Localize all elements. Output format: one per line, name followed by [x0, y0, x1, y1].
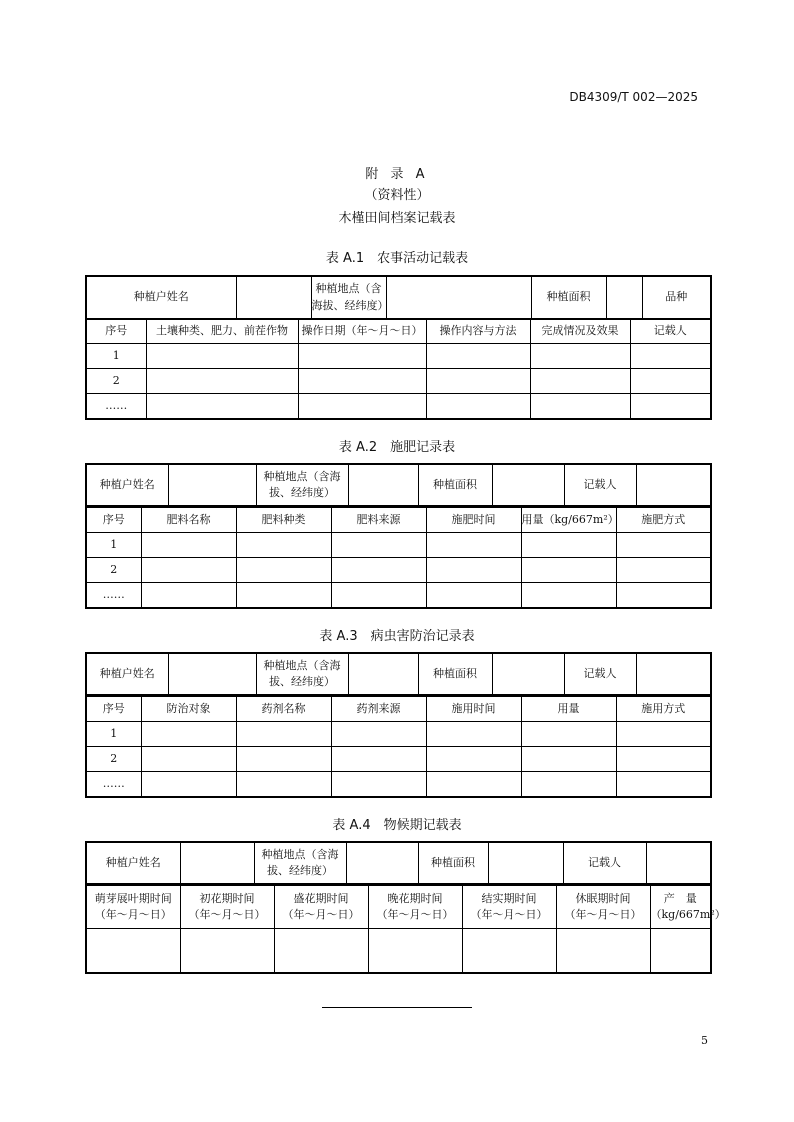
- variety-label: 品种: [665, 290, 688, 304]
- header-full-flowering-time: [274, 886, 368, 929]
- fruiting-unit: （年～月～日）: [470, 908, 548, 921]
- header-fertilizer-source: 肥料来源: [331, 508, 426, 533]
- dormancy-name: 休眠期时间: [575, 891, 631, 905]
- grower-name-value[interactable]: [236, 276, 311, 319]
- header-fertilization-time: 施肥时间: [426, 508, 521, 533]
- area-value[interactable]: [492, 464, 564, 506]
- appendix-nature: （资料性）: [364, 188, 430, 203]
- grower-name-label: 种植户姓名: [86, 464, 168, 506]
- table-cell[interactable]: [462, 929, 556, 973]
- row-seq: ……: [86, 394, 146, 419]
- table-cell[interactable]: [146, 344, 298, 369]
- table-cell[interactable]: [141, 533, 236, 558]
- table-a1-body: [85, 318, 712, 420]
- area-label: 种植面积: [418, 653, 492, 695]
- location-label: 种植地点（含海拔、经纬度）: [254, 842, 346, 884]
- row-seq: 1: [86, 344, 146, 369]
- location-value[interactable]: [346, 842, 418, 884]
- grower-name-value[interactable]: [180, 842, 254, 884]
- appendix-subject: 木槿田间档案记载表: [338, 211, 456, 226]
- table-cell[interactable]: [426, 583, 521, 608]
- table-cell[interactable]: [630, 394, 711, 419]
- grower-name-label: 种植户姓名: [86, 842, 180, 884]
- row-seq: ……: [86, 772, 141, 797]
- header-fertilizer-name: 肥料名称: [141, 508, 236, 533]
- header-seq: 序号: [86, 508, 141, 533]
- table-cell[interactable]: [331, 533, 426, 558]
- grower-name-value[interactable]: [168, 464, 256, 506]
- table-cell[interactable]: [426, 747, 521, 772]
- area-variety-group: [606, 276, 711, 319]
- table-a2-body: [85, 507, 712, 609]
- header-early-flowering-time: [180, 886, 274, 929]
- header-agent-source: 药剂来源: [331, 697, 426, 722]
- table-cell[interactable]: [650, 929, 711, 973]
- table-cell[interactable]: [521, 558, 616, 583]
- table-cell[interactable]: [331, 747, 426, 772]
- row-seq: 1: [86, 533, 141, 558]
- row-seq: 1: [86, 722, 141, 747]
- table-cell[interactable]: [141, 583, 236, 608]
- table-cell[interactable]: [426, 394, 530, 419]
- table-a1-farming-activities: [85, 275, 712, 320]
- table-cell[interactable]: [426, 558, 521, 583]
- recorder-label: 记载人: [564, 653, 636, 695]
- early-flowering-unit: （年～月～日）: [188, 908, 266, 921]
- table-cell[interactable]: [236, 747, 331, 772]
- header-application-time: 施用时间: [426, 697, 521, 722]
- header-dormancy-time: [556, 886, 650, 929]
- table-cell[interactable]: [530, 394, 630, 419]
- header-recorder: 记载人: [630, 319, 711, 344]
- header-application-method: 施用方式: [616, 697, 711, 722]
- fruiting-name: 结实期时间: [481, 891, 537, 905]
- table-cell[interactable]: [556, 929, 650, 973]
- table-cell[interactable]: [616, 533, 711, 558]
- header-completion: 完成情况及效果: [530, 319, 630, 344]
- table-cell[interactable]: [146, 369, 298, 394]
- row-seq: 2: [86, 558, 141, 583]
- table-a2-caption: 表 A.2 施肥记录表: [338, 440, 456, 455]
- table-cell[interactable]: [141, 558, 236, 583]
- header-operation-date: 操作日期（年～月～日）: [298, 319, 426, 344]
- table-a2-fertilization: [85, 463, 712, 507]
- table-cell[interactable]: [616, 583, 711, 608]
- table-cell[interactable]: [236, 772, 331, 797]
- table-a3-pest-control: [85, 652, 712, 696]
- area-value[interactable]: [488, 842, 563, 884]
- table-cell[interactable]: [141, 772, 236, 797]
- location-label: 种植地点（含海拔、经纬度）: [256, 653, 348, 695]
- table-a4-body: [85, 885, 726, 974]
- standard-code: DB4309/T 002—2025: [569, 90, 698, 104]
- row-seq: 2: [86, 747, 141, 772]
- location-value[interactable]: [348, 653, 418, 695]
- grower-name-label: 种植户姓名: [86, 276, 236, 319]
- table-cell[interactable]: [521, 533, 616, 558]
- table-cell[interactable]: [146, 394, 298, 419]
- location-value[interactable]: [348, 464, 418, 506]
- table-cell[interactable]: [236, 533, 331, 558]
- table-cell[interactable]: [426, 344, 530, 369]
- table-cell[interactable]: [521, 583, 616, 608]
- grower-name-value[interactable]: [168, 653, 256, 695]
- table-cell[interactable]: [141, 747, 236, 772]
- table-cell[interactable]: [180, 929, 274, 973]
- header-fruiting-time: [462, 886, 556, 929]
- yield-unit: （kg/667m²）: [650, 908, 726, 921]
- table-a4-caption: 表 A.4 物候期记载表: [332, 818, 462, 833]
- header-fertilizer-type: 肥料种类: [236, 508, 331, 533]
- table-cell[interactable]: [616, 747, 711, 772]
- table-cell[interactable]: [274, 929, 368, 973]
- table-a3-body: [85, 696, 712, 798]
- late-flowering-unit: （年～月～日）: [376, 908, 454, 921]
- area-label: 种植面积: [418, 464, 492, 506]
- table-cell[interactable]: [521, 747, 616, 772]
- table-a1-caption: 表 A.1 农事活动记载表: [325, 251, 469, 266]
- area-value[interactable]: [492, 653, 564, 695]
- recorder-value[interactable]: [636, 653, 711, 695]
- table-cell[interactable]: [426, 772, 521, 797]
- table-cell[interactable]: [331, 772, 426, 797]
- table-cell[interactable]: [521, 722, 616, 747]
- table-cell[interactable]: [298, 394, 426, 419]
- table-cell[interactable]: [331, 722, 426, 747]
- table-cell[interactable]: [426, 369, 530, 394]
- header-dosage: 用量（kg/667m²）: [521, 508, 616, 533]
- header-budding-time: [86, 886, 180, 929]
- header-soil: 土壤种类、肥力、前茬作物: [146, 319, 298, 344]
- page-number: 5: [701, 1034, 708, 1047]
- header-agent-name: 药剂名称: [236, 697, 331, 722]
- table-cell[interactable]: [236, 583, 331, 608]
- table-cell[interactable]: [331, 583, 426, 608]
- row-seq: 2: [86, 369, 146, 394]
- header-yield: [650, 886, 726, 929]
- header-control-target: 防治对象: [141, 697, 236, 722]
- early-flowering-name: 初花期时间: [199, 891, 255, 905]
- header-operation-content: 操作内容与方法: [426, 319, 530, 344]
- location-label: 种植地点（含海拔、经纬度）: [311, 276, 386, 319]
- table-cell[interactable]: [298, 369, 426, 394]
- location-value[interactable]: [386, 276, 531, 319]
- table-a4-phenology: [85, 841, 712, 885]
- table-cell[interactable]: [530, 369, 630, 394]
- header-fertilization-method: 施肥方式: [616, 508, 711, 533]
- area-label: 种植面积: [531, 276, 606, 319]
- table-cell[interactable]: [236, 722, 331, 747]
- table-cell[interactable]: [368, 929, 462, 973]
- table-cell[interactable]: [630, 344, 711, 369]
- full-flowering-name: 盛花期时间: [293, 891, 349, 905]
- area-value[interactable]: [607, 277, 643, 318]
- late-flowering-name: 晚花期时间: [387, 891, 443, 905]
- budding-name: 萌芽展叶期时间: [94, 891, 172, 905]
- full-flowering-unit: （年～月～日）: [282, 908, 360, 921]
- table-cell[interactable]: [141, 722, 236, 747]
- area-label: 种植面积: [418, 842, 488, 884]
- recorder-value[interactable]: [646, 842, 711, 884]
- table-cell[interactable]: [236, 558, 331, 583]
- table-cell[interactable]: [616, 722, 711, 747]
- table-cell[interactable]: [530, 344, 630, 369]
- table-cell[interactable]: [521, 772, 616, 797]
- table-cell[interactable]: [426, 722, 521, 747]
- yield-name: 产 量: [663, 891, 697, 905]
- recorder-label: 记载人: [564, 464, 636, 506]
- table-cell[interactable]: [616, 772, 711, 797]
- recorder-label: 记载人: [563, 842, 646, 884]
- header-late-flowering-time: [368, 886, 462, 929]
- end-divider-line: [322, 1007, 472, 1008]
- table-a3-caption: 表 A.3 病虫害防治记录表: [319, 629, 475, 644]
- dormancy-unit: （年～月～日）: [564, 908, 642, 921]
- header-seq: 序号: [86, 319, 146, 344]
- recorder-value[interactable]: [636, 464, 711, 506]
- table-cell[interactable]: [426, 533, 521, 558]
- budding-unit: （年～月～日）: [94, 908, 172, 921]
- header-seq: 序号: [86, 697, 141, 722]
- table-cell[interactable]: [298, 344, 426, 369]
- table-cell[interactable]: [630, 369, 711, 394]
- table-cell[interactable]: [616, 558, 711, 583]
- table-cell[interactable]: [86, 929, 180, 973]
- grower-name-label: 种植户姓名: [86, 653, 168, 695]
- location-label: 种植地点（含海拔、经纬度）: [256, 464, 348, 506]
- row-seq: ……: [86, 583, 141, 608]
- table-cell[interactable]: [331, 558, 426, 583]
- appendix-title: 附 录 A: [365, 167, 429, 182]
- header-dosage: 用量: [521, 697, 616, 722]
